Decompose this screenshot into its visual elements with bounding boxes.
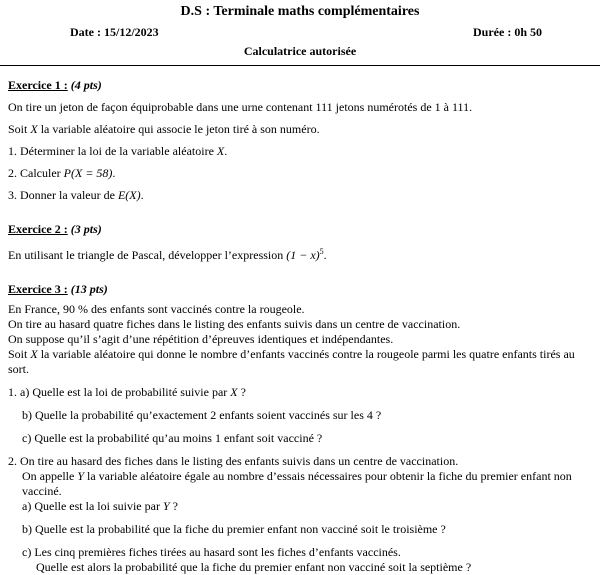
exercise-1-paragraph-1: On tire un jeton de façon équiprobable dans une urne contenant 111 jetons numérotés de 1 à 111. xyxy=(8,100,473,114)
exercise-2-title: Exercice 2 : xyxy=(8,222,68,236)
exercise-3-question-1a: 1. a) Quelle est la loi de probabilité suivie par X ? xyxy=(8,385,246,399)
exercise-3-paragraph-1: En France, 90 % des enfants sont vaccinés contre la rougeole. xyxy=(8,302,305,316)
document-body xyxy=(8,75,596,575)
exercise-3-points: (13 pts) xyxy=(70,282,108,296)
exercise-2-paragraph: En utilisant le triangle de Pascal, développer l’expression $(1 - x)^5$. xyxy=(8,247,327,262)
exercise-1-heading xyxy=(8,78,596,93)
exercise-3-question-2a: a) Quelle est la loi suivie par Y ? xyxy=(22,499,178,513)
exercise-1-title: Exercice 1 : xyxy=(8,78,68,92)
document-title: D.S : Terminale maths complémentaires xyxy=(180,4,420,19)
exercise-3-question-2c-line-2: Quelle est alors la probabilité que la fiche du premier enfant non vacciné soit la septième ? xyxy=(36,560,472,574)
exercise-3-paragraph-2: On tire au hasard quatre fiches dans le listing des enfants suivis dans un centre de vaccination. xyxy=(8,317,461,331)
exam-date: Date : 15/12/2023 xyxy=(70,25,159,39)
exercise-2-points: (3 pts) xyxy=(70,222,102,236)
exercise-1-question-3: 3. Donner la valeur de E(X). xyxy=(8,188,144,202)
exercise-1-question-2: 2. Calculer P(X = 58). xyxy=(8,166,116,180)
calculator-note: Calculatrice autorisée xyxy=(243,44,357,58)
header-separator xyxy=(0,65,600,66)
exercise-3-paragraph-3: On suppose qu’il s’agit d’une répétition d’épreuves identiques et indépendantes. xyxy=(8,332,394,346)
exercise-1-question-1: 1. Déterminer la loi de la variable aléatoire X. xyxy=(8,144,228,158)
exercise-3-question-2c-line-1: c) Les cinq premières fiches tirées au hasard sont les fiches d’enfants vaccinés. xyxy=(22,545,401,559)
document-header xyxy=(0,4,600,59)
exercise-3-question-1c: c) Quelle est la probabilité qu’au moins 1 enfant soit vacciné ? xyxy=(22,431,323,445)
exercise-3-heading xyxy=(8,282,596,297)
header-info-row xyxy=(0,25,600,43)
exercise-3-title: Exercice 3 : xyxy=(8,282,68,296)
exercise-1-points: (4 pts) xyxy=(70,78,102,92)
exercise-1-paragraph-2: Soit X la variable aléatoire qui associe le jeton tiré à son numéro. xyxy=(8,122,320,136)
exercise-2-heading xyxy=(8,222,596,237)
exercise-3-paragraph-4: Soit X la variable aléatoire qui donne le nombre d’enfants vaccinés contre la rougeole parmi les quatre enfants tirés au sort. xyxy=(8,347,575,376)
exam-duration: Durée : 0h 50 xyxy=(473,25,542,39)
exercise-3-question-2-definition: On appelle Y la variable aléatoire égale au nombre d’essais nécessaires pour obtenir la fiche du premier enfant non vacciné. xyxy=(22,469,572,498)
exercise-3-question-2b: b) Quelle est la probabilité que la fiche du premier enfant non vacciné soit le troisième ? xyxy=(22,522,446,536)
exercise-3-question-1b: b) Quelle la probabilité qu’exactement 2 enfants soient vaccinés sur les 4 ? xyxy=(22,408,382,422)
exercise-3-question-2-intro: 2. On tire au hasard des fiches dans le listing des enfants suivis dans un centre de vaccination. xyxy=(8,454,459,468)
